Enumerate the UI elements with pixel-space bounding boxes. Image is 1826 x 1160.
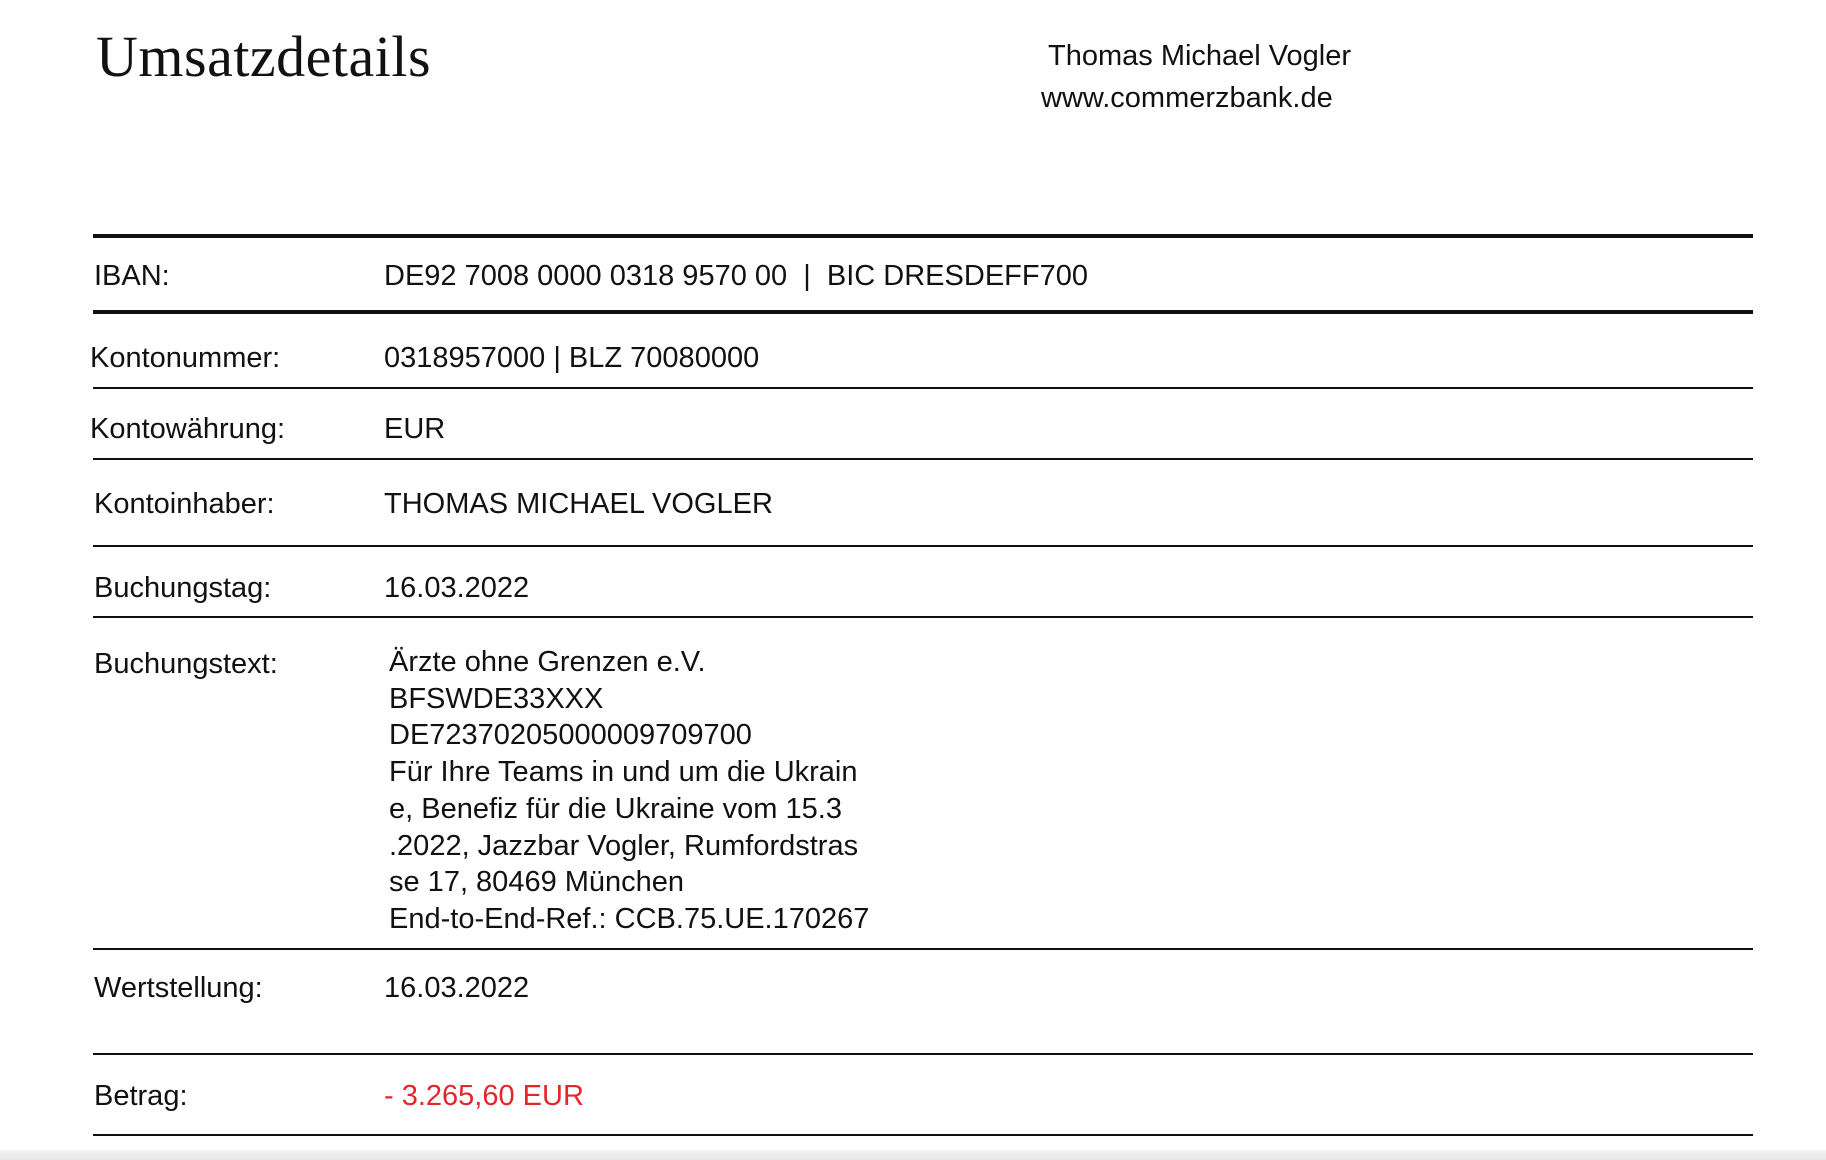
buchungstext-value [389,644,869,938]
betrag-label: Betrag: [94,1080,188,1112]
buchungstext-line: Ärzte ohne Grenzen e.V. [389,646,706,678]
buchungstag-divider [93,616,1753,618]
kontonummer-value: 0318957000 | BLZ 70080000 [384,342,760,374]
buchungstag-value: 16.03.2022 [384,572,530,604]
iban-divider [93,310,1753,314]
betrag-value: - 3.265,60 EUR [384,1080,584,1112]
kontoinhaber-label: Kontoinhaber: [94,488,275,520]
kontonummer-divider [93,387,1753,389]
kontowaehrung-label: Kontowährung: [90,413,286,445]
buchungstext-divider [93,948,1753,950]
iban-value: DE92 7008 0000 0318 9570 00 | BIC DRESDEFF700 [384,260,1088,292]
wertstellung-divider [93,1053,1753,1055]
buchungstext-line: DE72370205000009709700 [389,719,752,752]
page-title: Umsatzdetails [96,24,432,89]
page-bottom-edge [0,1150,1826,1160]
bank-website: www.commerzbank.de [1041,82,1333,114]
buchungstext-label: Buchungstext: [94,648,278,680]
top-divider [93,234,1753,238]
buchungstext-line: BFSWDE33XXX [389,682,604,715]
buchungstext-line: End-to-End-Ref.: CCB.75.UE.170267 [389,902,870,935]
wertstellung-label: Wertstellung: [94,972,263,1004]
iban-label: IBAN: [94,260,170,292]
kontonummer-label: Kontonummer: [90,342,281,374]
kontoinhaber-divider [93,545,1753,547]
wertstellung-value: 16.03.2022 [384,972,530,1004]
kontowaehrung-divider [93,458,1753,460]
kontoinhaber-value: THOMAS MICHAEL VOGLER [384,488,773,520]
buchungstext-line: .2022, Jazzbar Vogler, Rumfordstras [389,829,859,862]
buchungstext-line: Für Ihre Teams in und um die Ukrain [389,756,858,789]
buchungstext-line: e, Benefiz für die Ukraine vom 15.3 [389,792,842,825]
buchungstext-line: se 17, 80469 München [389,866,685,899]
buchungstag-label: Buchungstag: [94,572,272,604]
kontowaehrung-value: EUR [384,413,446,445]
bottom-divider [93,1134,1753,1136]
account-owner-name: Thomas Michael Vogler [1048,40,1352,72]
